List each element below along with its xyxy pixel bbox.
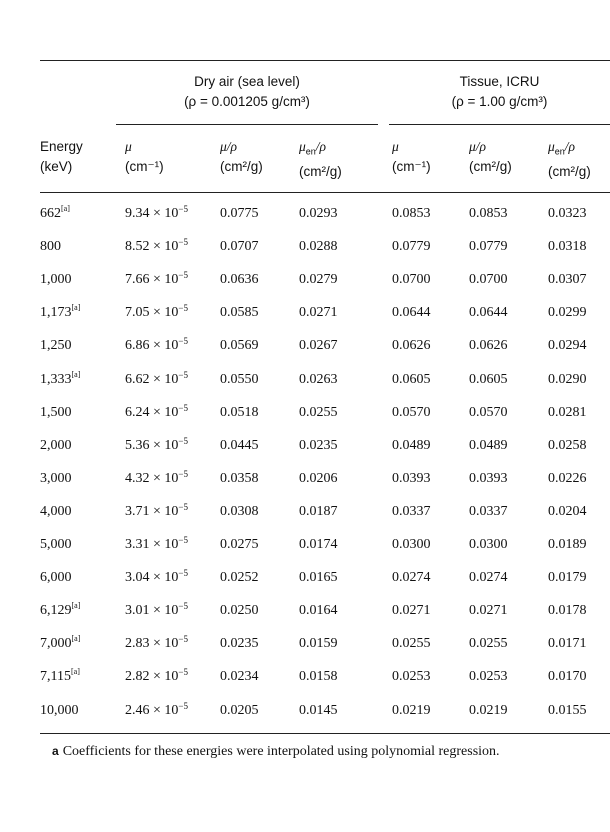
cell-mu-air (125, 570, 188, 586)
column-header-line1: Energy (40, 139, 83, 154)
mu-air-mantissa: 6.86 × 10 (125, 338, 179, 354)
cell-muen-rho-air: 0.0279 (299, 272, 338, 288)
cell-muen-rho-air: 0.0293 (299, 206, 338, 221)
cell-mu-air (125, 239, 188, 255)
mu-air-exponent: −5 (178, 369, 188, 380)
footnote-ref: [a] (70, 667, 80, 677)
column-header-symbol: μ (392, 139, 399, 154)
cell-mu-tis: 0.0489 (392, 437, 431, 453)
cell-mu-rho-tis: 0.0779 (469, 239, 508, 255)
column-header-mu-tissue (392, 137, 431, 177)
energy-value: 1,333 (40, 371, 72, 387)
column-header-unit: (cm⁻¹) (125, 159, 164, 174)
cell-mu-tis: 0.0393 (392, 470, 431, 486)
cell-mu-tis: 0.0853 (392, 206, 431, 221)
mu-air-exponent: −5 (178, 204, 188, 214)
cell-energy (40, 570, 72, 586)
mu-air-exponent: −5 (178, 667, 188, 678)
cell-energy (40, 504, 72, 520)
energy-value: 2,000 (40, 437, 72, 453)
cell-mu-rho-air: 0.0775 (220, 206, 259, 221)
column-header-energy (40, 137, 83, 177)
energy-value: 1,173 (40, 305, 72, 321)
cell-mu-rho-tis: 0.0274 (469, 570, 508, 586)
cell-muen-rho-tis: 0.0178 (548, 603, 587, 619)
cell-mu-rho-air: 0.0358 (220, 470, 259, 486)
cell-muen-rho-air: 0.0158 (299, 669, 338, 685)
mu-air-exponent: −5 (178, 303, 188, 314)
column-header-mu-air (125, 137, 164, 177)
mu-air-mantissa: 5.36 × 10 (125, 437, 179, 453)
dry-air-title: Dry air (sea level) (194, 74, 300, 89)
column-header-unit: (cm²/g) (469, 159, 512, 174)
cell-energy (40, 369, 81, 388)
cell-muen-rho-tis: 0.0290 (548, 371, 587, 387)
column-header-symbol: μ (125, 139, 132, 154)
table-row (0, 501, 610, 537)
table-row (0, 402, 610, 438)
energy-value: 3,000 (40, 470, 72, 486)
tissue-density: (ρ = 1.00 g/cm³) (451, 94, 548, 109)
energy-value: 1,500 (40, 404, 72, 420)
mu-air-exponent: −5 (178, 700, 188, 711)
energy-value: 1,000 (40, 272, 72, 288)
mu-air-mantissa: 7.66 × 10 (125, 272, 179, 288)
cell-mu-rho-air: 0.0252 (220, 570, 259, 586)
cell-mu-tis: 0.0644 (392, 305, 431, 321)
cell-mu-air (125, 338, 188, 354)
cell-mu-tis: 0.0626 (392, 338, 431, 354)
cell-mu-air (125, 435, 188, 454)
cell-muen-rho-air: 0.0206 (299, 470, 338, 486)
column-header-muen-rho-air (299, 137, 342, 182)
cell-mu-rho-air: 0.0636 (220, 272, 259, 288)
cell-muen-rho-air: 0.0263 (299, 371, 338, 387)
cell-energy (40, 338, 72, 354)
cell-mu-rho-tis: 0.0489 (469, 437, 508, 453)
mu-air-exponent: −5 (178, 270, 188, 281)
table-row (0, 537, 610, 570)
cell-mu-rho-tis: 0.0393 (469, 470, 508, 486)
cell-mu-tis: 0.0219 (392, 702, 431, 718)
cell-mu-rho-air: 0.0250 (220, 603, 259, 619)
cell-mu-rho-tis: 0.0300 (469, 537, 508, 552)
cell-mu-air (125, 669, 188, 685)
table-row (0, 272, 610, 305)
column-header-mu-rho-tissue (469, 137, 512, 177)
cell-mu-tis: 0.0779 (392, 239, 431, 255)
cell-mu-rho-air: 0.0550 (220, 371, 259, 387)
table-row (0, 669, 610, 702)
cell-mu-tis: 0.0300 (392, 537, 431, 552)
dry-air-group-rule (116, 124, 378, 125)
cell-muen-rho-tis: 0.0258 (548, 437, 587, 453)
cell-mu-tis: 0.0255 (392, 636, 431, 652)
column-header-symbol: $\mu_{en}/\rho$ (299, 139, 327, 157)
table-row (0, 468, 610, 504)
cell-muen-rho-air: 0.0187 (299, 503, 338, 519)
mu-air-mantissa: 6.62 × 10 (125, 371, 179, 387)
mu-air-exponent: −5 (178, 237, 188, 248)
cell-energy (40, 272, 72, 288)
tissue-group-header (389, 72, 610, 112)
cell-mu-air (125, 468, 188, 487)
energy-value: 800 (40, 239, 61, 255)
cell-energy (40, 405, 72, 421)
cell-mu-rho-air: 0.0205 (220, 702, 259, 718)
footnote-ref: [a] (61, 204, 70, 213)
table-row (0, 338, 610, 371)
cell-mu-rho-tis: 0.0271 (469, 603, 508, 619)
mu-air-exponent: −5 (178, 535, 188, 545)
column-header-unit: (cm²/g) (299, 163, 342, 179)
cell-mu-tis: 0.0253 (392, 669, 431, 685)
mu-air-exponent: −5 (178, 601, 188, 612)
cell-mu-air (125, 369, 188, 388)
mu-air-exponent: −5 (178, 435, 188, 446)
energy-value: 6,129 (40, 603, 72, 619)
cell-energy (40, 305, 80, 321)
table-row (0, 700, 610, 736)
cell-energy (40, 239, 61, 255)
energy-value: 662 (40, 206, 61, 221)
cell-mu-tis: 0.0605 (392, 371, 431, 387)
energy-value: 7,000 (40, 636, 72, 652)
cell-mu-rho-air: 0.0707 (220, 239, 259, 255)
cell-mu-air (125, 636, 188, 652)
column-header-symbol: μ/ρ (469, 139, 487, 154)
cell-muen-rho-air: 0.0145 (299, 702, 338, 718)
table-row (0, 369, 610, 405)
cell-muen-rho-tis: 0.0323 (548, 206, 587, 221)
cell-mu-rho-tis: 0.0644 (469, 305, 508, 321)
cell-muen-rho-air: 0.0267 (299, 338, 338, 354)
cell-mu-tis: 0.0337 (392, 503, 431, 519)
table-footnote (52, 744, 500, 760)
cell-muen-rho-air: 0.0271 (299, 305, 338, 321)
cell-muen-rho-tis: 0.0226 (548, 470, 587, 486)
footnote-ref: [a] (71, 634, 81, 644)
mu-air-exponent: −5 (178, 402, 188, 413)
mu-air-mantissa: 3.71 × 10 (125, 503, 179, 519)
cell-mu-rho-tis: 0.0570 (469, 404, 508, 420)
mu-air-mantissa: 6.24 × 10 (125, 404, 179, 420)
mu-air-exponent: −5 (178, 336, 188, 347)
mu-air-mantissa: 3.01 × 10 (125, 603, 179, 619)
energy-value: 1,250 (40, 338, 72, 354)
dry-air-group-header (116, 72, 378, 112)
table-row (0, 570, 610, 603)
cell-energy (40, 636, 80, 652)
cell-muen-rho-air: 0.0255 (299, 404, 338, 420)
table-row (0, 435, 610, 471)
cell-energy (40, 471, 72, 487)
cell-mu-rho-tis: 0.0626 (469, 338, 508, 354)
cell-mu-air (125, 603, 188, 619)
mu-air-exponent: −5 (178, 568, 188, 579)
cell-mu-rho-air: 0.0275 (220, 537, 259, 552)
cell-mu-rho-tis: 0.0337 (469, 503, 508, 519)
table-row (0, 636, 610, 669)
cell-muen-rho-tis: 0.0307 (548, 272, 587, 288)
column-header-unit: (cm⁻¹) (392, 159, 431, 174)
cell-mu-air (125, 206, 188, 222)
cell-muen-rho-tis: 0.0294 (548, 338, 587, 354)
cell-mu-air (125, 501, 188, 520)
cell-energy (40, 669, 80, 685)
mu-air-mantissa: 4.32 × 10 (125, 470, 179, 486)
cell-mu-rho-air: 0.0235 (220, 636, 259, 652)
mu-air-mantissa: 2.46 × 10 (125, 702, 179, 718)
table-row (0, 239, 610, 272)
cell-energy (40, 438, 72, 454)
cell-mu-air (125, 305, 188, 321)
energy-value: 4,000 (40, 503, 72, 519)
cell-muen-rho-air: 0.0235 (299, 437, 338, 453)
table-row (0, 305, 610, 338)
cell-muen-rho-air: 0.0159 (299, 636, 338, 652)
mu-air-exponent: −5 (178, 501, 188, 512)
dry-air-density: (ρ = 0.001205 g/cm³) (184, 94, 310, 109)
cell-muen-rho-tis: 0.0189 (548, 537, 587, 552)
cell-energy (40, 603, 80, 619)
mu-air-mantissa: 3.04 × 10 (125, 570, 179, 586)
table-row (0, 206, 610, 239)
cell-mu-rho-air: 0.0585 (220, 305, 259, 321)
cell-mu-tis: 0.0274 (392, 570, 431, 586)
cell-mu-rho-air: 0.0569 (220, 338, 259, 354)
cell-muen-rho-air: 0.0288 (299, 239, 338, 255)
cell-mu-rho-tis: 0.0853 (469, 206, 508, 221)
cell-mu-rho-air: 0.0445 (220, 437, 259, 453)
column-header-symbol: μ/ρ (220, 139, 238, 154)
cell-muen-rho-tis: 0.0171 (548, 636, 587, 652)
cell-mu-tis: 0.0700 (392, 272, 431, 288)
energy-value: 10,000 (40, 702, 79, 718)
cell-energy (40, 206, 70, 222)
column-header-unit: (cm²/g) (548, 163, 591, 179)
footnote-ref: [a] (71, 303, 81, 313)
mu-air-exponent: −5 (178, 634, 188, 645)
cell-mu-tis: 0.0570 (392, 404, 431, 420)
cell-muen-rho-tis: 0.0179 (548, 570, 587, 586)
tissue-group-rule (389, 124, 610, 125)
cell-muen-rho-tis: 0.0281 (548, 404, 587, 420)
table-row (0, 603, 610, 636)
mu-air-mantissa: 2.83 × 10 (125, 636, 179, 652)
cell-muen-rho-tis: 0.0318 (548, 239, 587, 255)
cell-muen-rho-tis: 0.0299 (548, 305, 587, 321)
mu-air-mantissa: 3.31 × 10 (125, 537, 179, 552)
cell-muen-rho-air: 0.0174 (299, 537, 338, 552)
cell-mu-rho-air: 0.0308 (220, 503, 259, 519)
cell-mu-air (125, 402, 188, 421)
cell-mu-air (125, 537, 188, 553)
cell-mu-rho-tis: 0.0700 (469, 272, 508, 288)
footnote-ref: [a] (71, 601, 81, 611)
cell-energy (40, 537, 72, 553)
cell-muen-rho-tis: 0.0170 (548, 669, 587, 685)
cell-mu-rho-tis: 0.0255 (469, 636, 508, 652)
mu-air-mantissa: 8.52 × 10 (125, 239, 179, 255)
cell-mu-air (125, 272, 188, 288)
cell-muen-rho-tis: 0.0155 (548, 702, 587, 718)
table-top-rule (40, 60, 610, 61)
cell-muen-rho-air: 0.0165 (299, 570, 338, 586)
column-header-mu-rho-air (220, 137, 263, 177)
energy-value: 6,000 (40, 570, 72, 586)
cell-mu-rho-air: 0.0234 (220, 669, 259, 685)
cell-energy (40, 703, 79, 719)
column-header-unit: (cm²/g) (220, 159, 263, 174)
tissue-title: Tissue, ICRU (459, 74, 540, 89)
energy-value: 5,000 (40, 537, 72, 552)
cell-mu-rho-tis: 0.0253 (469, 669, 508, 685)
cell-mu-air (125, 700, 188, 719)
header-rule (40, 192, 610, 193)
cell-muen-rho-tis: 0.0204 (548, 503, 587, 519)
cell-mu-tis: 0.0271 (392, 603, 431, 619)
mu-air-mantissa: 2.82 × 10 (125, 669, 179, 685)
cell-mu-rho-tis: 0.0605 (469, 371, 508, 387)
cell-mu-rho-air: 0.0518 (220, 404, 259, 420)
column-header-muen-rho-tissue (548, 137, 591, 182)
mu-air-exponent: −5 (178, 468, 188, 479)
mu-air-mantissa: 9.34 × 10 (125, 206, 179, 221)
footnote-mark: a (52, 744, 59, 758)
energy-value: 7,115 (40, 669, 71, 685)
footnote-ref: [a] (71, 369, 81, 379)
mu-air-mantissa: 7.05 × 10 (125, 305, 179, 321)
column-header-symbol: $\mu_{en}/\rho$ (548, 139, 576, 157)
cell-muen-rho-air: 0.0164 (299, 603, 338, 619)
cell-mu-rho-tis: 0.0219 (469, 702, 508, 718)
footnote-text: Coefficients for these energies were interpolated using polynomial regression. (62, 744, 500, 759)
column-header-unit: (keV) (40, 159, 73, 174)
